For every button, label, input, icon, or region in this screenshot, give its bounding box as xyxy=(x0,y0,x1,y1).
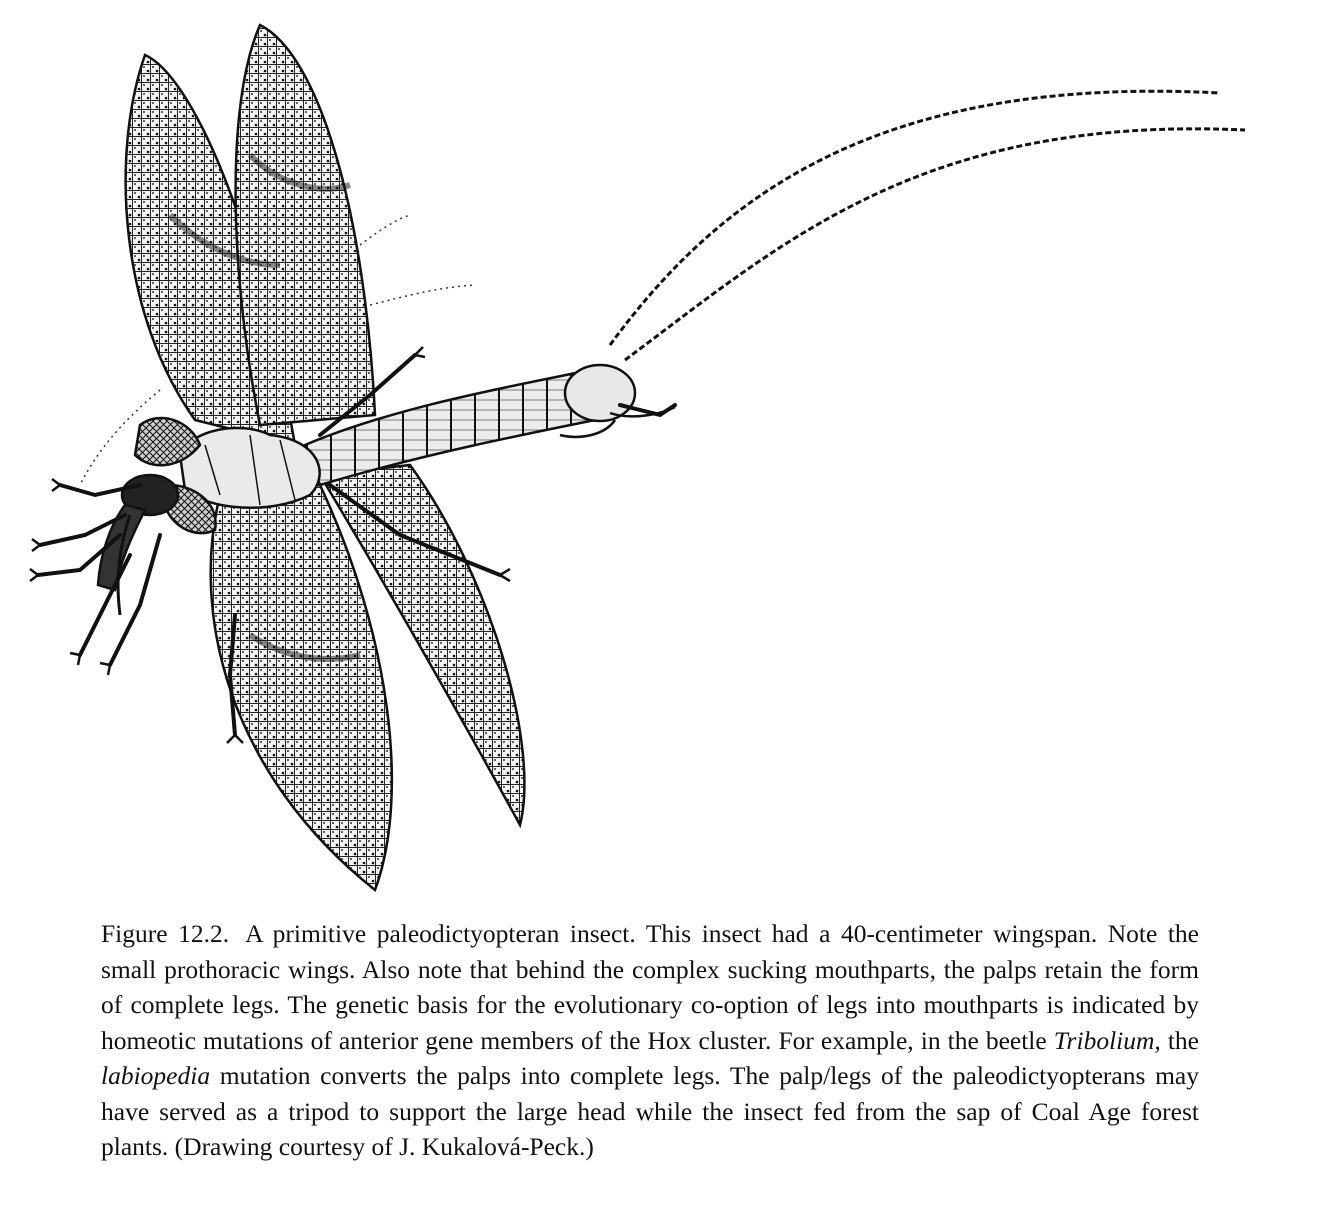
forewing xyxy=(126,25,375,445)
hindwing xyxy=(211,465,525,890)
figure-caption xyxy=(101,916,1199,1165)
caption-text: mutation converts the palps into complete legs. The palp/legs of the paleodictyopterans may have served as a tripod to support the large head while the insect fed from the sap of Coal Age forest plants. (Drawing courtesy of J. Kukalová-Peck.) xyxy=(101,1061,1199,1161)
caption-text: A primitive paleodictyopteran insect. This insect had a 40-centimeter wingspan. Note the small prothoracic wings. Also note that behind the complex sucking mouthparts, the palps retain the form of complete legs. The genetic basis for the evolutionary co-option of legs into mouthparts is indicated by homeotic mutations of anterior gene members of the Hox cluster. For example, in the beetle xyxy=(101,919,1199,1055)
caption-italic-mutation: labiopedia xyxy=(101,1061,211,1090)
figure-label: Figure 12.2. xyxy=(101,919,230,948)
caption-text: the xyxy=(1160,1025,1199,1055)
insect-illustration xyxy=(20,15,1260,900)
antenna xyxy=(610,91,1245,360)
caption-italic-species: Tribolium, xyxy=(1053,1025,1161,1055)
